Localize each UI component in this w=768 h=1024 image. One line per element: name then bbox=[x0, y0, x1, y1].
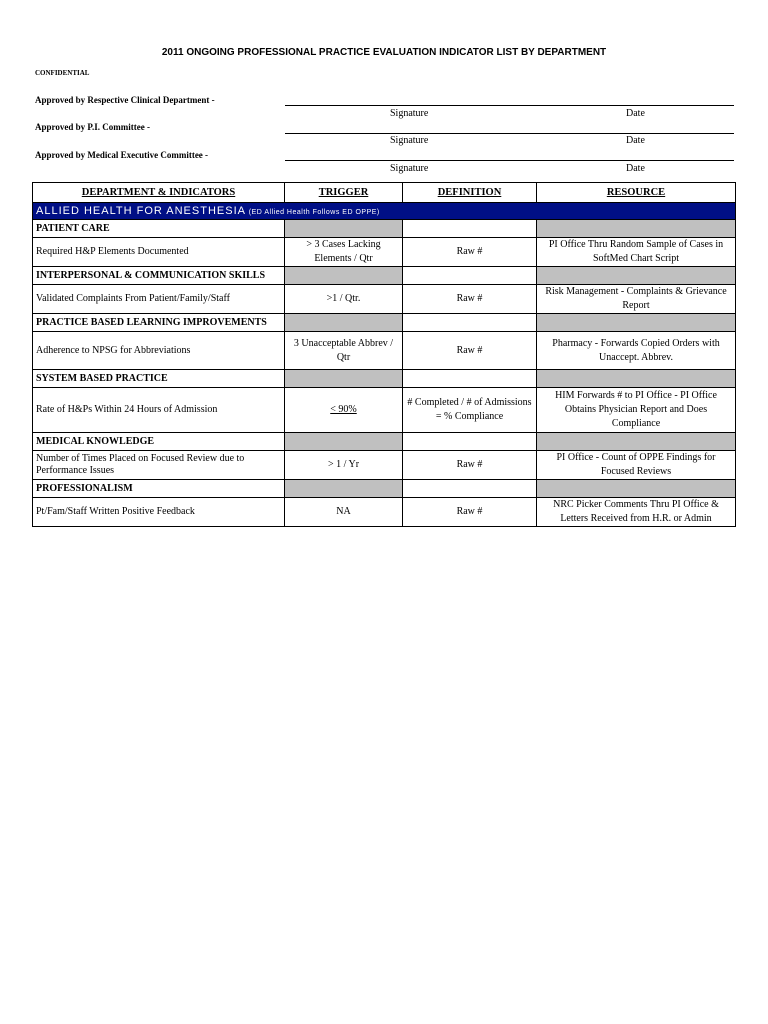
category-label: INTERPERSONAL & COMMUNICATION SKILLS bbox=[33, 267, 285, 285]
table-row bbox=[33, 451, 736, 480]
resource-cell: NRC Picker Comments Thru PI Office & Letters Received from H.R. or Admin bbox=[537, 498, 736, 527]
indicator-cell: Adherence to NPSG for Abbreviations bbox=[33, 332, 285, 370]
signature-line bbox=[285, 105, 734, 106]
date-caption: Date bbox=[626, 163, 645, 174]
resource-cell: HIM Forwards # to PI Office - PI Office Obtains Physician Report and Does Compliance bbox=[537, 388, 736, 433]
trigger-cell: NA bbox=[285, 498, 403, 527]
category-label: SYSTEM BASED PRACTICE bbox=[33, 370, 285, 388]
resource-cell: PI Office - Count of OPPE Findings for Focused Reviews bbox=[537, 451, 736, 480]
date-caption: Date bbox=[626, 135, 645, 146]
column-header-department: DEPARTMENT & INDICATORS bbox=[33, 183, 285, 203]
indicator-cell: Rate of H&Ps Within 24 Hours of Admission bbox=[33, 388, 285, 433]
category-label: PATIENT CARE bbox=[33, 220, 285, 238]
definition-cell: Raw # bbox=[403, 285, 537, 314]
definition-cell: Raw # bbox=[403, 451, 537, 480]
category-label: PROFESSIONALISM bbox=[33, 480, 285, 498]
table-row bbox=[33, 238, 736, 267]
department-note: (ED Allied Health Follows ED OPPE) bbox=[248, 209, 380, 216]
confidential-label: CONFIDENTIAL bbox=[35, 69, 90, 77]
table-row bbox=[33, 332, 736, 370]
trigger-cell: > 1 / Yr bbox=[285, 451, 403, 480]
column-header-trigger: TRIGGER bbox=[285, 183, 403, 203]
signature-caption: Signature bbox=[390, 135, 429, 146]
document-title: 2011 ONGOING PROFESSIONAL PRACTICE EVALUATION INDICATOR LIST BY DEPARTMENT bbox=[161, 47, 607, 58]
indicator-cell: Validated Complaints From Patient/Family/Staff bbox=[33, 285, 285, 314]
category-row bbox=[33, 267, 736, 285]
trigger-cell: >1 / Qtr. bbox=[285, 285, 403, 314]
signature-caption: Signature bbox=[390, 163, 429, 174]
definition-cell: Raw # bbox=[403, 332, 537, 370]
definition-cell: # Completed / # of Admissions = % Compliance bbox=[403, 388, 537, 433]
signature-line bbox=[285, 160, 734, 161]
resource-cell: Risk Management - Complaints & Grievance Report bbox=[537, 285, 736, 314]
definition-cell: Raw # bbox=[403, 238, 537, 267]
category-row bbox=[33, 220, 736, 238]
indicator-cell: Number of Times Placed on Focused Review due to Performance Issues bbox=[33, 451, 285, 480]
department-name: ALLIED HEALTH FOR ANESTHESIA bbox=[36, 205, 246, 217]
department-row bbox=[33, 203, 736, 220]
table-row bbox=[33, 388, 736, 433]
column-header-definition: DEFINITION bbox=[403, 183, 537, 203]
department-cell bbox=[33, 203, 736, 220]
category-row bbox=[33, 314, 736, 332]
signature-line bbox=[285, 133, 734, 134]
category-row bbox=[33, 370, 736, 388]
trigger-cell: 3 Unacceptable Abbrev / Qtr bbox=[285, 332, 403, 370]
signature-caption: Signature bbox=[390, 108, 429, 119]
approval-label-pi-committee: Approved by P.I. Committee - bbox=[35, 122, 150, 132]
definition-cell: Raw # bbox=[403, 498, 537, 527]
resource-cell: Pharmacy - Forwards Copied Orders with Unaccept. Abbrev. bbox=[537, 332, 736, 370]
indicator-cell: Required H&P Elements Documented bbox=[33, 238, 285, 267]
column-header-resource: RESOURCE bbox=[537, 183, 736, 203]
date-caption: Date bbox=[626, 108, 645, 119]
indicator-table bbox=[32, 182, 736, 527]
table-row bbox=[33, 498, 736, 527]
table-row bbox=[33, 285, 736, 314]
trigger-cell: < 90% bbox=[285, 388, 403, 433]
approval-label-clinical: Approved by Respective Clinical Department - bbox=[35, 95, 215, 105]
resource-cell: PI Office Thru Random Sample of Cases in SoftMed Chart Script bbox=[537, 238, 736, 267]
trigger-cell: > 3 Cases Lacking Elements / Qtr bbox=[285, 238, 403, 267]
category-row bbox=[33, 433, 736, 451]
category-row bbox=[33, 480, 736, 498]
category-label: PRACTICE BASED LEARNING IMPROVEMENTS bbox=[33, 314, 285, 332]
indicator-cell: Pt/Fam/Staff Written Positive Feedback bbox=[33, 498, 285, 527]
category-label: MEDICAL KNOWLEDGE bbox=[33, 433, 285, 451]
table-header-row bbox=[33, 183, 736, 203]
approval-label-mec: Approved by Medical Executive Committee - bbox=[35, 150, 209, 160]
